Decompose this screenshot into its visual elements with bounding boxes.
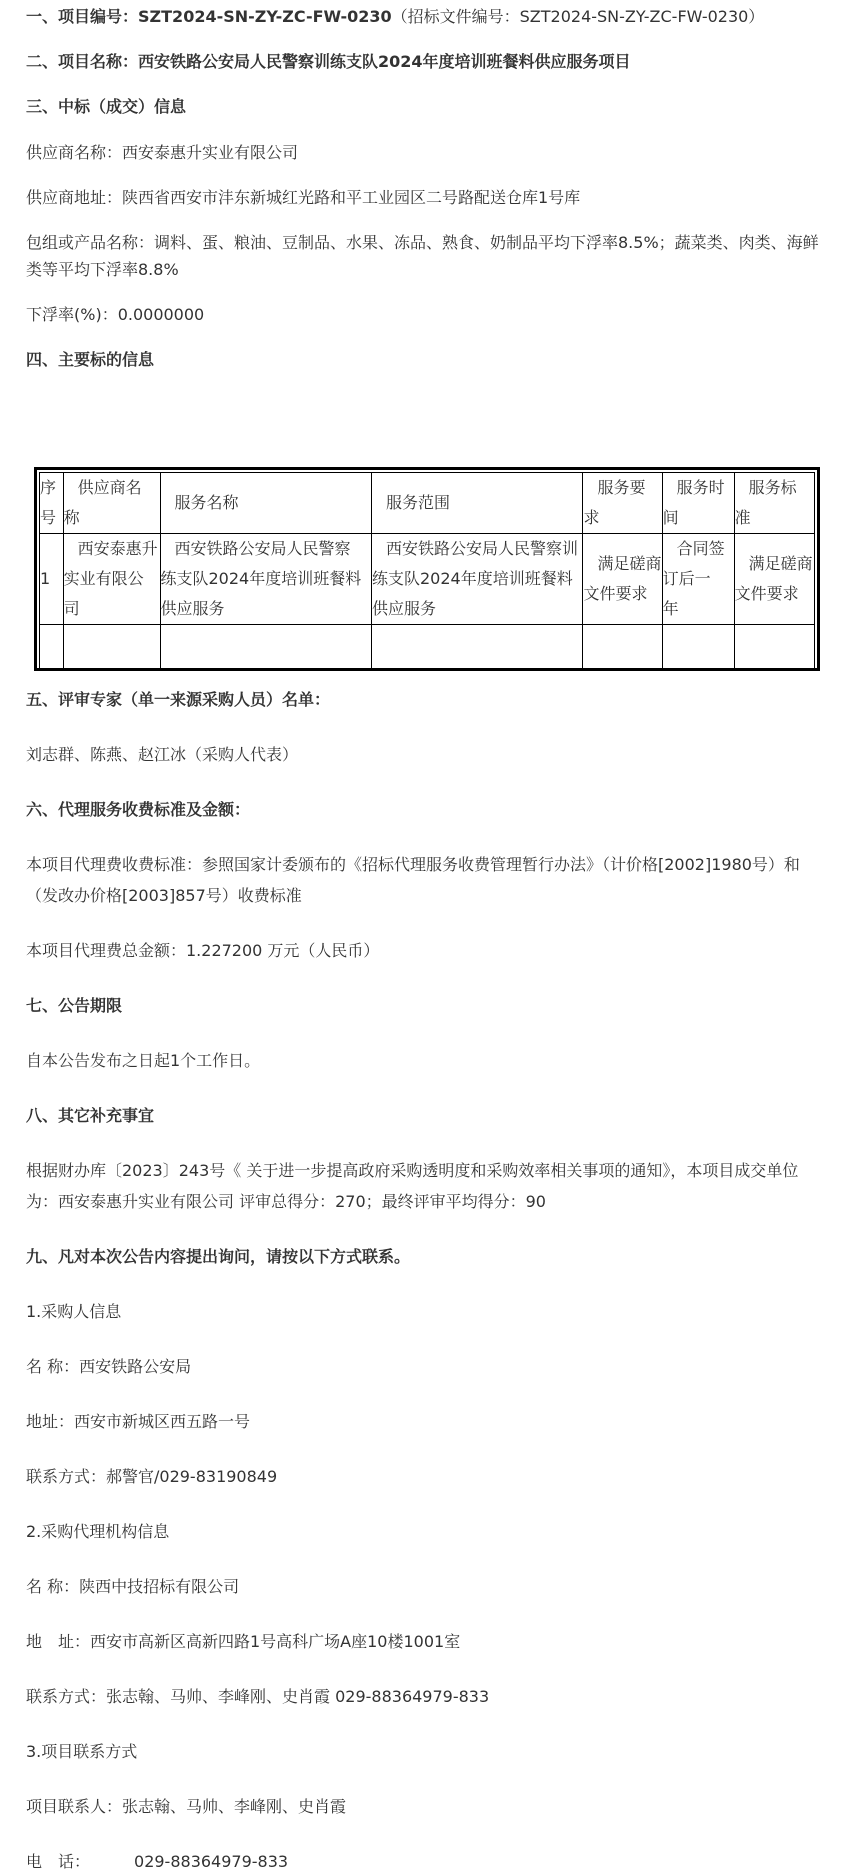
project-number-label: 一、项目编号： (26, 7, 139, 26)
supplier-name: 供应商名称：西安泰惠升实业有限公司 (26, 143, 299, 162)
experts-heading: 五、评审专家（单一来源采购人员）名单： (26, 690, 331, 709)
award-info-heading: 三、中标（成交）信息 (26, 97, 187, 116)
main-subject-table-frame (34, 467, 820, 671)
package-name-line2: 类等平均下浮率8.8% (26, 260, 179, 279)
agency-phone: 联系方式：张志翰、马帅、李峰刚、史肖霞 029-88364979-833 (26, 1687, 490, 1706)
row-cell-service-name: 西安铁路公安局人民警察 练支队2024年度培训班餐料 供应服务 (160, 534, 371, 625)
header-cell-index: 序 号 (40, 473, 64, 534)
header-cell-service-time: 服务时 间 (662, 473, 734, 534)
agency-fee-standard-line2: （发改办价格[2003]857号）收费标准 (26, 886, 302, 905)
purchaser-name: 名 称：西安铁路公安局 (26, 1357, 192, 1376)
project-contacts: 项目联系人：张志翰、马帅、李峰刚、史肖霞 (26, 1797, 347, 1816)
main-subject-table (39, 472, 815, 669)
tender-number: （招标文件编号：SZT2024-SN-ZY-ZC-FW-0230） (391, 7, 765, 26)
empty-cell (40, 625, 64, 669)
main-subject-heading: 四、主要标的信息 (26, 350, 155, 369)
project-name-value: 西安铁路公安局人民警察训练支队2024年度培训班餐料供应服务项目 (138, 52, 631, 71)
table-row (40, 534, 815, 625)
agency-fee-total: 本项目代理费总金额：1.227200 万元（人民币） (26, 941, 380, 960)
header-cell-service-requirement: 服务要 求 (583, 473, 662, 534)
agency-fee-heading: 六、代理服务收费标准及金额： (26, 800, 251, 819)
empty-cell (63, 625, 160, 669)
agency-title: 2.采购代理机构信息 (26, 1522, 170, 1541)
row-cell-service-standard: 满足磋商 文件要求 (734, 534, 814, 625)
empty-cell (160, 625, 371, 669)
header-cell-supplier: 供应商名 称 (63, 473, 160, 534)
other-text-line2: 为：西安泰惠升实业有限公司 评审总得分：270；最终评审平均得分：90 (26, 1192, 546, 1211)
experts-names: 刘志群、陈燕、赵江冰（采购人代表） (26, 745, 299, 764)
other-heading: 八、其它补充事宜 (26, 1106, 155, 1125)
purchaser-address: 地址：西安市新城区西五路一号 (26, 1412, 251, 1431)
project-phone-line (26, 1852, 288, 1872)
row-cell-service-time: 合同签 订后一 年 (662, 534, 734, 625)
row-cell-supplier: 西安泰惠升 实业有限公 司 (63, 534, 160, 625)
project-number-value: SZT2024-SN-ZY-ZC-FW-0230 (138, 7, 392, 26)
project-phone-value: 029-88364979-833 (134, 1852, 289, 1871)
notice-period-text: 自本公告发布之日起1个工作日。 (26, 1051, 261, 1070)
package-name-line1: 包组或产品名称：调料、蛋、粮油、豆制品、水果、冻品、熟食、奶制品平均下浮率8.5%；蔬菜类、肉类、海鲜 (26, 233, 819, 252)
header-cell-service-scope: 服务范围 (371, 473, 582, 534)
agency-name: 名 称：陕西中技招标有限公司 (26, 1577, 240, 1596)
row-cell-service-scope: 西安铁路公安局人民警察训 练支队2024年度培训班餐料 供应服务 (371, 534, 582, 625)
table-header-row (40, 473, 815, 534)
empty-cell (734, 625, 814, 669)
purchaser-title: 1.采购人信息 (26, 1302, 122, 1321)
header-cell-service-standard: 服务标 准 (734, 473, 814, 534)
notice-period-heading: 七、公告期限 (26, 996, 123, 1015)
row-cell-index: 1 (40, 534, 64, 625)
project-name-line (26, 52, 631, 72)
purchaser-phone: 联系方式：郝警官/029-83190849 (26, 1467, 278, 1486)
supplier-address: 供应商地址：陕西省西安市沣东新城红光路和平工业园区二号路配送仓库1号库 (26, 188, 581, 207)
empty-cell (371, 625, 582, 669)
row-cell-service-requirement: 满足磋商 文件要求 (583, 534, 662, 625)
agency-fee-standard-line1: 本项目代理费收费标准：参照国家计委颁布的《招标代理服务收费管理暂行办法》（计价格[2002]1980号）和 (26, 855, 800, 874)
discount-rate: 下浮率(%)：0.0000000 (26, 305, 205, 324)
empty-cell (662, 625, 734, 669)
project-number-line (26, 7, 764, 27)
table-empty-row (40, 625, 815, 669)
other-text-line1: 根据财办库〔2023〕243号《 关于进一步提高政府采购透明度和采购效率相关事项的通知》，本项目成交单位 (26, 1161, 799, 1180)
project-phone-label: 电 话： (26, 1852, 91, 1871)
project-contact-title: 3.项目联系方式 (26, 1742, 138, 1761)
agency-address: 地 址：西安市高新区高新四路1号高科广场A座10楼1001室 (26, 1632, 461, 1651)
empty-cell (583, 625, 662, 669)
project-name-label: 二、项目名称： (26, 52, 139, 71)
header-cell-service-name: 服务名称 (160, 473, 371, 534)
contact-heading: 九、凡对本次公告内容提出询问，请按以下方式联系。 (26, 1247, 411, 1266)
